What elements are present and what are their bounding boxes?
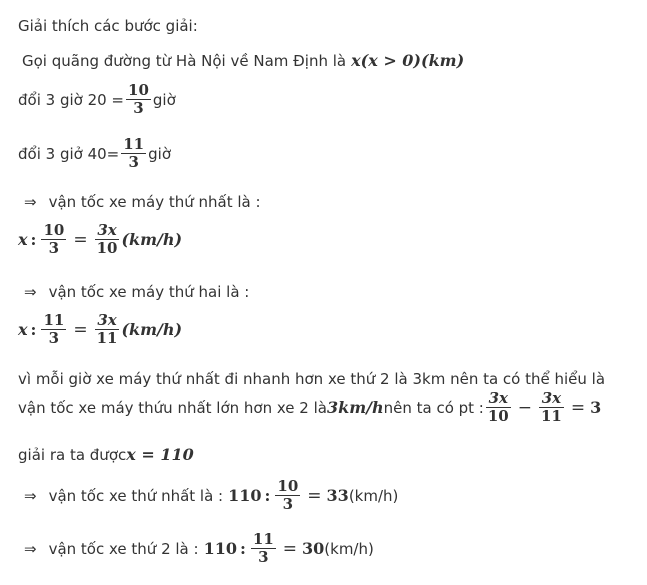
equation-intro-text: vận tốc xe máy thứu nhất lớn hơn xe 2 là (18, 398, 327, 417)
header-text: Giải thích các bước giải: (18, 17, 198, 35)
fraction-numerator: 3x (541, 389, 562, 407)
first-time-fraction (126, 82, 151, 117)
line-second-speed-heading (18, 283, 249, 301)
second-time-fraction (121, 136, 146, 171)
fraction-numerator: 11 (123, 135, 145, 153)
fraction-denominator: 10 (96, 239, 118, 258)
equals-sign: = (282, 538, 298, 559)
distance-value: 110 (203, 539, 237, 559)
colon: : (264, 486, 271, 506)
equals-sign: = (73, 319, 88, 340)
header-line (18, 17, 198, 35)
convert-first-time-text: đổi 3 giờ 20 = (18, 90, 125, 109)
hour-unit: giờ (152, 90, 176, 109)
line-first-speed-result (18, 478, 398, 513)
fraction-denominator: 3 (133, 99, 144, 118)
fraction-denominator: 3 (48, 329, 60, 348)
implies-arrow-icon: ⇒ (24, 539, 37, 558)
x-solution-math: x = 110 (126, 445, 194, 464)
line-first-speed-formula (18, 222, 182, 257)
second-speed-result-text: vận tốc xe thứ 2 là : (48, 539, 199, 558)
equals-sign: = (73, 229, 88, 250)
first-speed-heading-text: vận tốc xe máy thứ nhất là : (48, 193, 261, 211)
fraction-denominator: 10 (487, 407, 509, 426)
first-time-fraction (41, 222, 66, 257)
fraction-denominator: 3 (258, 548, 269, 567)
equals-sign: = (307, 485, 322, 506)
equation-intro-text-2: nên ta có pt : (383, 398, 484, 417)
line-let-distance (22, 51, 464, 70)
equals-sign: = (570, 397, 586, 418)
implies-arrow-icon: ⇒ (24, 486, 37, 505)
speed-unit: (km/h) (121, 320, 183, 340)
line-first-speed-heading (18, 193, 261, 211)
fraction-numerator: 11 (43, 311, 65, 329)
distance-value: 110 (228, 486, 262, 506)
solve-text: giải ra ta được (18, 445, 127, 464)
colon: : (239, 539, 246, 559)
fraction-numerator: 10 (128, 81, 149, 99)
line-second-speed-result (18, 531, 374, 566)
equation-fraction-second (539, 390, 564, 425)
minus-sign: − (517, 397, 532, 418)
let-distance-text: Gọi quãng đường từ Hà Nội về Nam Định là (22, 51, 347, 70)
speed-unit: (km/h) (121, 230, 183, 250)
distance-variable-math: x(x > 0)(km) (351, 51, 465, 70)
first-speed-result-text: vận tốc xe thứ nhất là : (48, 486, 224, 505)
fraction-denominator: 3 (48, 239, 60, 258)
speed-unit: (km/h) (348, 486, 399, 505)
implies-arrow-icon: ⇒ (24, 193, 37, 211)
fraction-numerator: 3x (97, 221, 117, 239)
speed-unit: (km/h) (324, 539, 374, 558)
speed-difference-math: 3km/h (326, 398, 384, 418)
fraction-denominator: 11 (96, 329, 118, 348)
reasoning-text: vì mỗi giờ xe máy thứ nhất đi nhanh hơn xe thứ 2 là 3km nên ta có thể hiểu là (18, 370, 606, 388)
second-time-fraction (41, 312, 66, 347)
fraction-numerator: 10 (43, 221, 65, 239)
fraction-numerator: 11 (252, 530, 274, 548)
second-speed-fraction (95, 312, 120, 347)
line-solve-result (18, 445, 194, 464)
line-reasoning (18, 370, 605, 388)
equation-fraction-first (486, 390, 511, 425)
convert-second-time-text: đổi 3 giở 40= (18, 144, 120, 163)
colon: : (30, 320, 37, 340)
x-variable: x (18, 230, 28, 250)
fraction-numerator: 3x (97, 311, 117, 329)
implies-arrow-icon: ⇒ (24, 283, 37, 301)
line-convert-second-time (18, 136, 171, 171)
line-equation (18, 390, 601, 425)
fraction-denominator: 3 (128, 153, 139, 172)
hour-unit: giờ (148, 144, 171, 163)
fraction-numerator: 10 (277, 477, 299, 495)
second-speed-heading-text: vận tốc xe máy thứ hai là : (48, 283, 250, 301)
line-convert-first-time (18, 82, 176, 117)
first-speed-fraction (95, 222, 120, 257)
second-time-fraction (251, 531, 276, 566)
fraction-denominator: 11 (541, 407, 562, 426)
second-speed-value: 30 (302, 539, 325, 559)
first-time-fraction (275, 478, 300, 513)
first-speed-value: 33 (326, 486, 349, 506)
line-second-speed-formula (18, 312, 182, 347)
equation-result: 3 (590, 398, 602, 418)
x-variable: x (18, 320, 28, 340)
colon: : (30, 230, 37, 250)
fraction-denominator: 3 (282, 495, 294, 514)
fraction-numerator: 3x (488, 389, 508, 407)
